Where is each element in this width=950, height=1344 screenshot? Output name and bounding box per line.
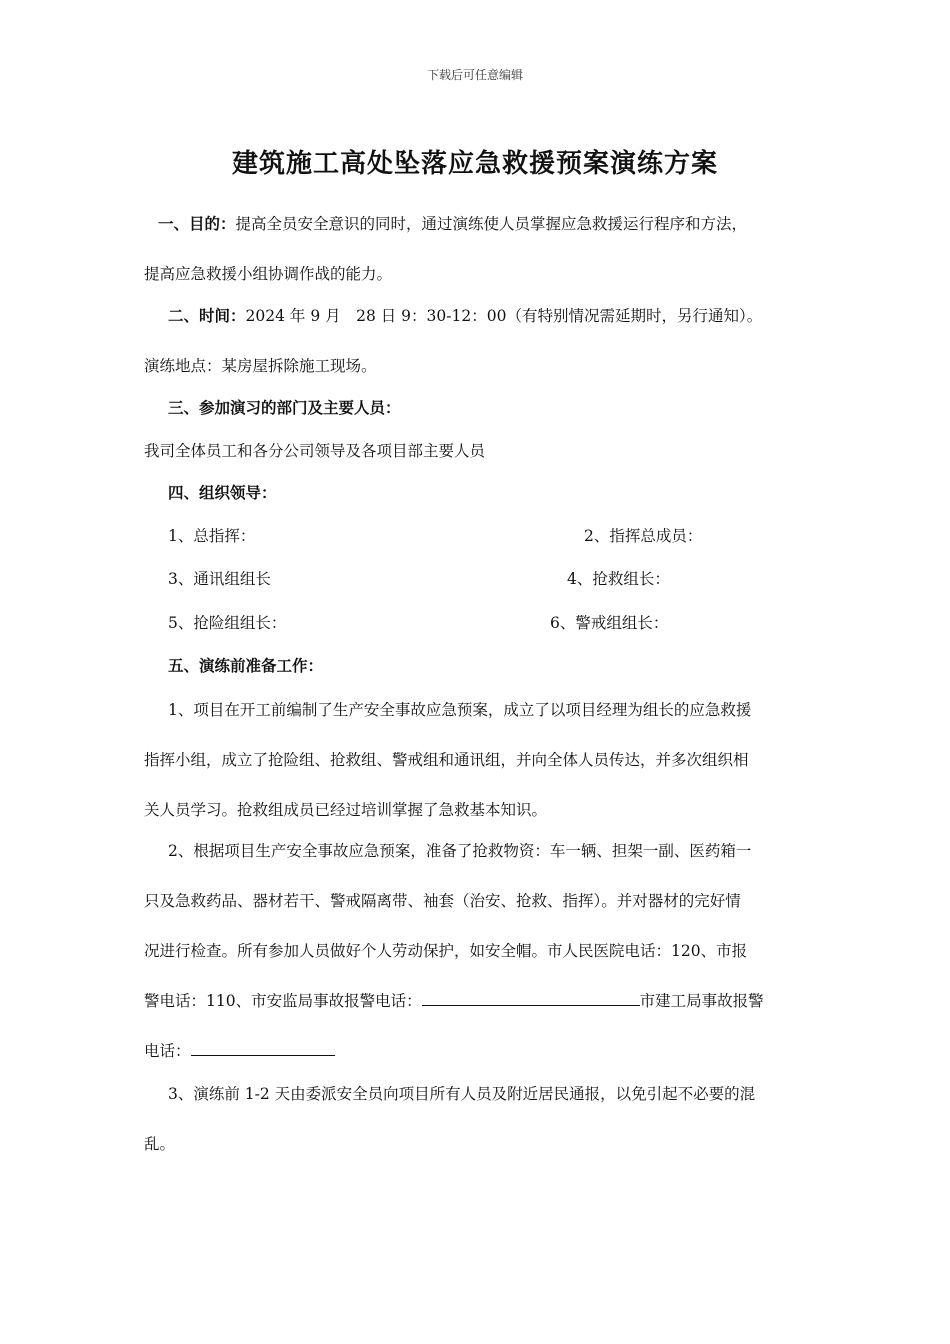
- drill-location: 演练地点：某房屋拆除施工现场。: [144, 357, 377, 375]
- paragraph-line: 指挥小组，成立了抢险组、抢救组、警戒组和通讯组，并向全体人员传达，并多次组织相: [144, 751, 749, 769]
- paragraph-line: [144, 1039, 335, 1061]
- paragraph-text: 2024 年 9 月 28 日 9：30-12：00（有特别情况需延期时，另行通知）。: [245, 307, 763, 325]
- paragraph-line: 只及急救药品、器材若干、警戒隔离带、袖套（治安、抢救、指挥）。并对器材的完好情: [144, 892, 741, 910]
- section-time: [168, 304, 762, 326]
- role-rescue-leader: 4、抢救组长：: [567, 570, 670, 588]
- paragraph-line: [144, 989, 764, 1011]
- role-comm-leader: 3、通讯组组长: [168, 570, 271, 588]
- paragraph-line: 2、根据项目生产安全事故应急预案，准备了抢救物资：车一辆、担架一副、医药箱一: [168, 842, 752, 860]
- section-heading: 三、参加演习的部门及主要人员：: [168, 398, 401, 417]
- section-purpose-line2: 提高应急救援小组协调作战的能力。: [144, 265, 393, 283]
- paragraph-text: 电话：: [144, 1042, 191, 1060]
- participants-text: 我司全体员工和各分公司领导及各项目部主要人员: [144, 442, 486, 460]
- paragraph-text: 市建工局事故报警: [639, 992, 764, 1010]
- fill-blank[interactable]: [191, 1041, 335, 1056]
- header-note: 下载后可任意编辑: [426, 68, 523, 82]
- role-command-members: 2、指挥总成员：: [584, 527, 703, 545]
- paragraph-line: 况进行检查。所有参加人员做好个人劳动保护，如安全帽。市人民医院电话：120、市报: [144, 942, 748, 960]
- role-commander: 1、总指挥：: [168, 527, 256, 545]
- section-heading: 五、演练前准备工作：: [168, 656, 324, 675]
- section-heading: 一、目的：: [158, 214, 236, 233]
- paragraph-line: 1、项目在开工前编制了生产安全事故应急预案，成立了以项目经理为组长的应急救援: [168, 701, 752, 719]
- document-title: 建筑施工高处坠落应急救援预案演练方案: [231, 149, 718, 179]
- section-heading: 二、时间：: [168, 306, 246, 325]
- paragraph-line: 3、演练前 1-2 天由委派安全员向项目所有人员及附近居民通报，以免引起不必要的混: [168, 1085, 756, 1103]
- role-emergency-leader: 5、抢险组组长：: [168, 614, 287, 632]
- section-purpose-line1: [158, 212, 747, 234]
- section-heading: 四、组织领导：: [168, 483, 277, 502]
- fill-blank[interactable]: [422, 991, 640, 1006]
- paragraph-line: 乱。: [144, 1135, 176, 1153]
- paragraph-line: 关人员学习。抢救组成员已经过培训掌握了急救基本知识。: [144, 801, 548, 819]
- role-guard-leader: 6、警戒组组长：: [550, 614, 669, 632]
- paragraph-text: 警电话：110、市安监局事故报警电话：: [144, 992, 422, 1010]
- paragraph-text: 提高全员安全意识的同时，通过演练使人员掌握应急救援运行程序和方法，: [235, 215, 748, 233]
